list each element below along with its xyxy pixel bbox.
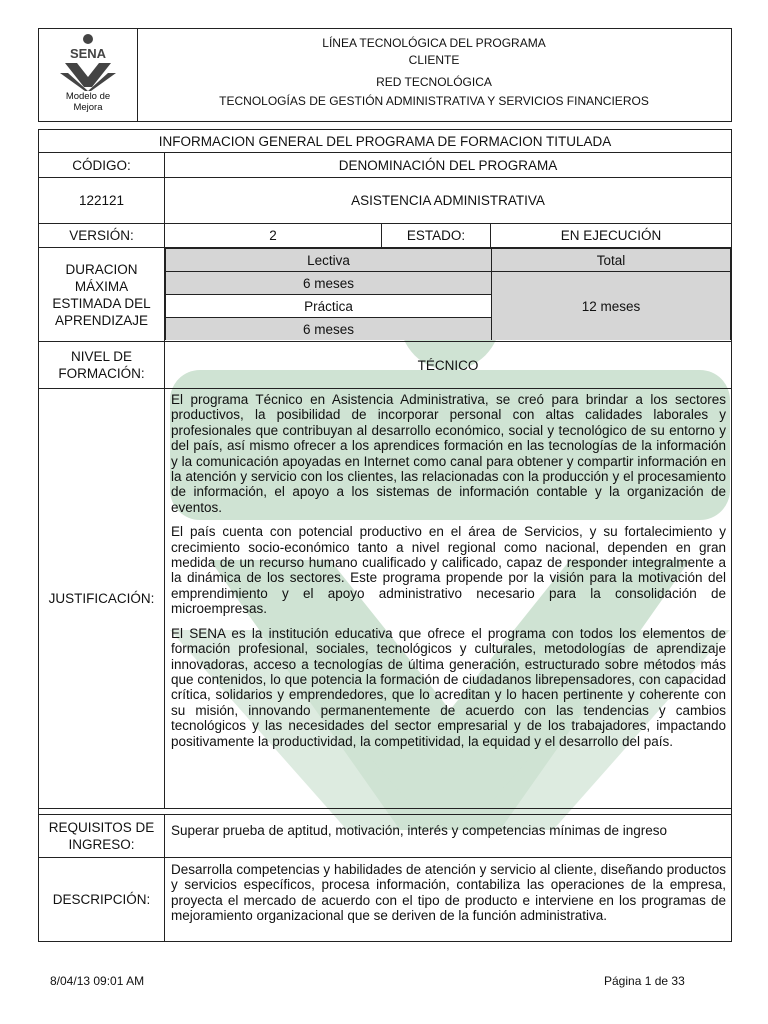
nivel-label: NIVEL DE FORMACIÓN: — [39, 342, 165, 389]
duracion-label: DURACION MÁXIMA ESTIMADA DEL APRENDIZAJE — [39, 248, 165, 342]
descripcion-label: DESCRIPCIÓN: — [39, 858, 165, 942]
estado-label: ESTADO: — [382, 224, 491, 248]
footer-datetime: 8/04/13 09:01 AM — [50, 974, 145, 988]
justificacion-paragraph-1: El programa Técnico en Asistencia Administrativa, se creó para brindar a los sectores productivos, la posibilidad de incorporar personal con altas calidades laborales y profesionales que contribuyan al desarrollo económico, social y tecnológico de su entorno y del país, así mismo ofrecer a los aprendices formación en las tecnologías de la información y la comunicación apoyadas en Internet como canal para obtener y compartir información en la atención y servicio con los clientes, las relacionadas con la producción y el procesamiento de información, el apoyo a los sistemas de información contable y la organización de eventos. — [171, 392, 727, 515]
descripcion-value: Desarrolla competencias y habilidades de atención y servicio al cliente, diseñando productos y servicios específicos, procesa información, contabiliza las operaciones de la empresa, proyecta el mercado de acuerdo con el tipo de producto e interviene en los programas de mejoramiento organizacional que se deriven de la función administrativa. — [165, 858, 732, 942]
codigo-label: CÓDIGO: — [39, 153, 165, 178]
nivel-value: TÉCNICO — [165, 342, 732, 389]
requisitos-value: Superar prueba de aptitud, motivación, interés y competencias mínimas de ingreso — [165, 815, 732, 858]
duracion-detail — [165, 248, 732, 342]
total-label: Total — [492, 249, 731, 272]
program-info-table — [38, 129, 732, 942]
header-line-2: CLIENTE — [408, 53, 460, 67]
header-line-3: RED TECNOLÓGICA — [376, 75, 492, 89]
practica-label: Práctica — [166, 295, 492, 318]
total-value: 12 meses — [492, 272, 731, 341]
footer-page-number: Página 1 de 33 — [604, 974, 685, 988]
section-title: INFORMACION GENERAL DEL PROGRAMA DE FORMACION TITULADA — [39, 130, 732, 153]
practica-value: 6 meses — [166, 318, 492, 341]
codigo-value: 122121 — [39, 178, 165, 224]
lectiva-label: Lectiva — [166, 249, 492, 272]
justificacion-text — [165, 389, 732, 809]
logo-cell — [39, 29, 138, 121]
estado-value: EN EJECUCIÓN — [491, 224, 732, 248]
denominacion-label: DENOMINACIÓN DEL PROGRAMA — [165, 153, 732, 178]
header-line-1: LÍNEA TECNOLÓGICA DEL PROGRAMA — [322, 36, 546, 50]
lectiva-value: 6 meses — [166, 272, 492, 295]
requisitos-label: REQUISITOS DE INGRESO: — [39, 815, 165, 858]
logo-caption-1: Modelo de — [65, 91, 111, 102]
denominacion-value: ASISTENCIA ADMINISTRATIVA — [165, 178, 732, 224]
logo-text: SENA — [69, 46, 107, 61]
logo-caption — [39, 91, 137, 113]
justificacion-paragraph-3: El SENA es la institución educativa que ofrece el programa con todos los elementos de formación profesional, sociales, tecnológicos y culturales, metodologías de aprendizaje innovadoras, acceso a tecnologías de última generación, estructurado sobre métodos más que contenidos, lo que potencia la formación de ciudadanos librepensadores, con capacidad crítica, solidarios y emprendedores, que lo acreditan y lo hacen pertinente y coherente con su misión, innovando permanentemente de acuerdo con las tendencias y cambios tecnológicos y las necesidades del sector empresarial y de los trabajadores, impactando positivamente la productividad, la competitividad, la equidad y el desarrollo del país. — [171, 625, 727, 749]
justificacion-label: JUSTIFICACIÓN: — [39, 389, 165, 809]
duracion-inner-table — [165, 248, 731, 340]
sena-logo-icon — [59, 33, 117, 91]
version-value: 2 — [165, 224, 382, 248]
justificacion-paragraph-2: El país cuenta con potencial productivo en el área de Servicios, y su fortalecimiento y crecimiento socio-económico tanto a nivel regional como nacional, dependen en gran medida de un recurso humano cualificado y calificado, capaz de responder integralmente a la dinámica de los sectores. Este programa propende por la visión para la motivación del emprendimiento y el apoyo administrativo necesario para la consolidación de microempresas. — [171, 524, 727, 617]
header-line-4: TECNOLOGÍAS DE GESTIÓN ADMINISTRATIVA Y SERVICIOS FINANCIEROS — [219, 94, 649, 108]
logo-caption-2: Mejora — [73, 102, 103, 113]
version-label: VERSIÓN: — [39, 224, 165, 248]
